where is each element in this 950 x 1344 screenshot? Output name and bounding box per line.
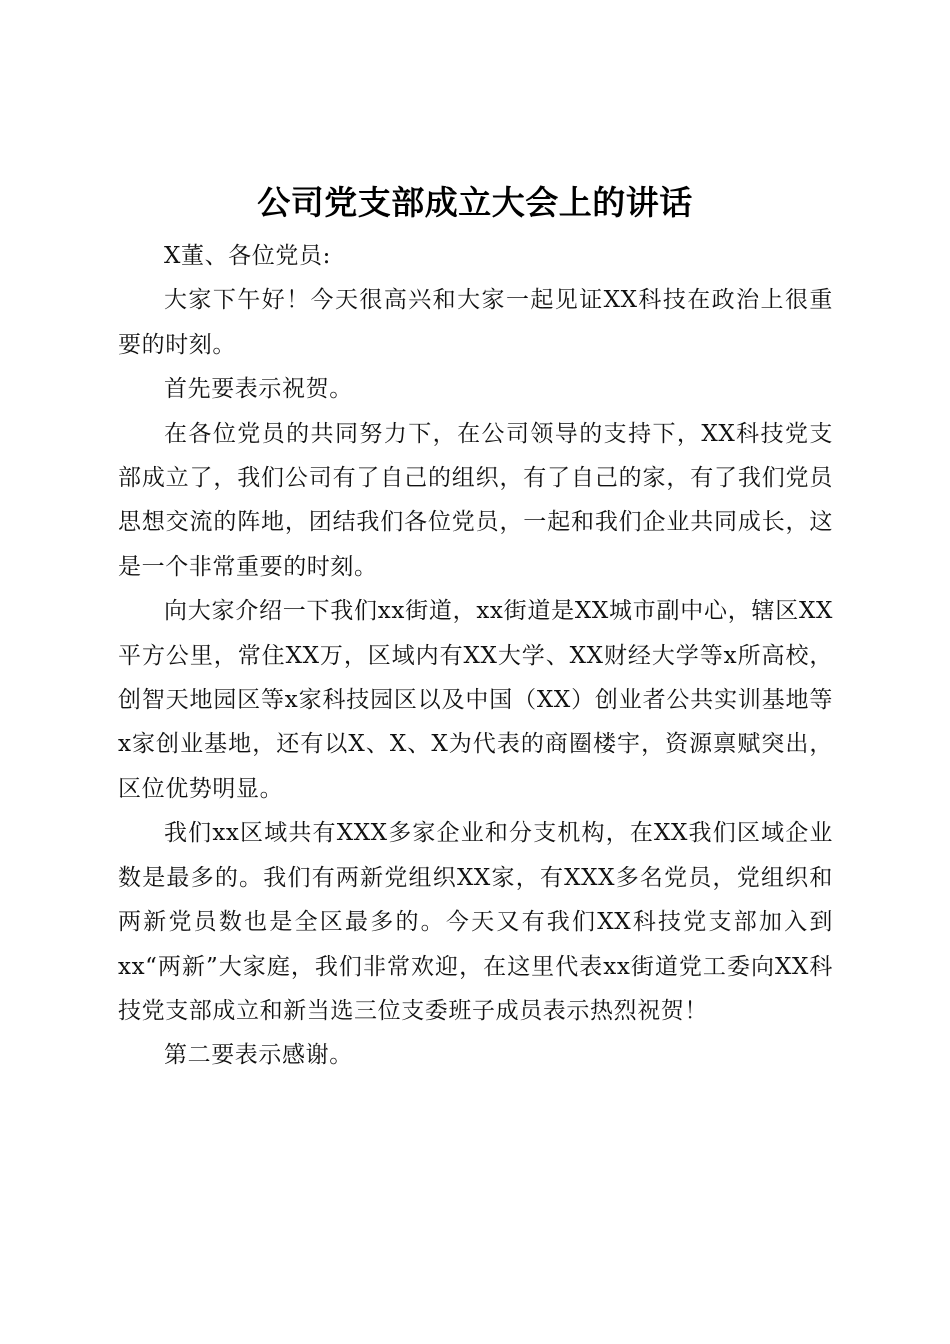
document-title: 公司党支部成立大会上的讲话 xyxy=(257,183,693,222)
branch-founded-paragraph: 在各位党员的共同努力下，在公司领导的支持下，XX科技党支部成立了，我们公司有了自己的组织，有了自己的家，有了我们党员思想交流的阵地，团结我们各位党员，一起和我们企业共同成长，这是一个非常重要的时刻。 xyxy=(118,420,833,580)
document-body xyxy=(118,234,833,1078)
street-introduction-paragraph: 向大家介绍一下我们xx街道，xx街道是XX城市副中心，辖区XX平方公里，常住XX万，区域内有XX大学、XX财经大学等x所高校，创智天地园区等x家科技园区以及中国（XX）创业者公共实训基地等x家创业基地，还有以X、X、X为代表的商圈楼宇，资源禀赋突出，区位优势明显。 xyxy=(118,598,833,802)
salutation-paragraph: X董、各位党员: xyxy=(164,243,331,269)
thanks-heading-paragraph: 第二要表示感谢。 xyxy=(164,1042,353,1069)
congratulations-heading-paragraph: 首先要表示祝贺。 xyxy=(164,376,353,403)
greeting-paragraph: 大家下午好！今天很高兴和大家一起见证XX科技在政治上很重要的时刻。 xyxy=(118,287,833,358)
region-enterprises-paragraph: 我们xx区域共有XXX多家企业和分支机构，在XX我们区域企业数是最多的。我们有两新党组织XX家，有XXX多名党员，党组织和两新党员数也是全区最多的。今天又有我们XX科技党支部加入到xx“两新”大家庭，我们非常欢迎，在这里代表xx街道党工委向XX科技党支部成立和新当选三位支委班子成员表示热烈祝贺！ xyxy=(118,820,833,1024)
